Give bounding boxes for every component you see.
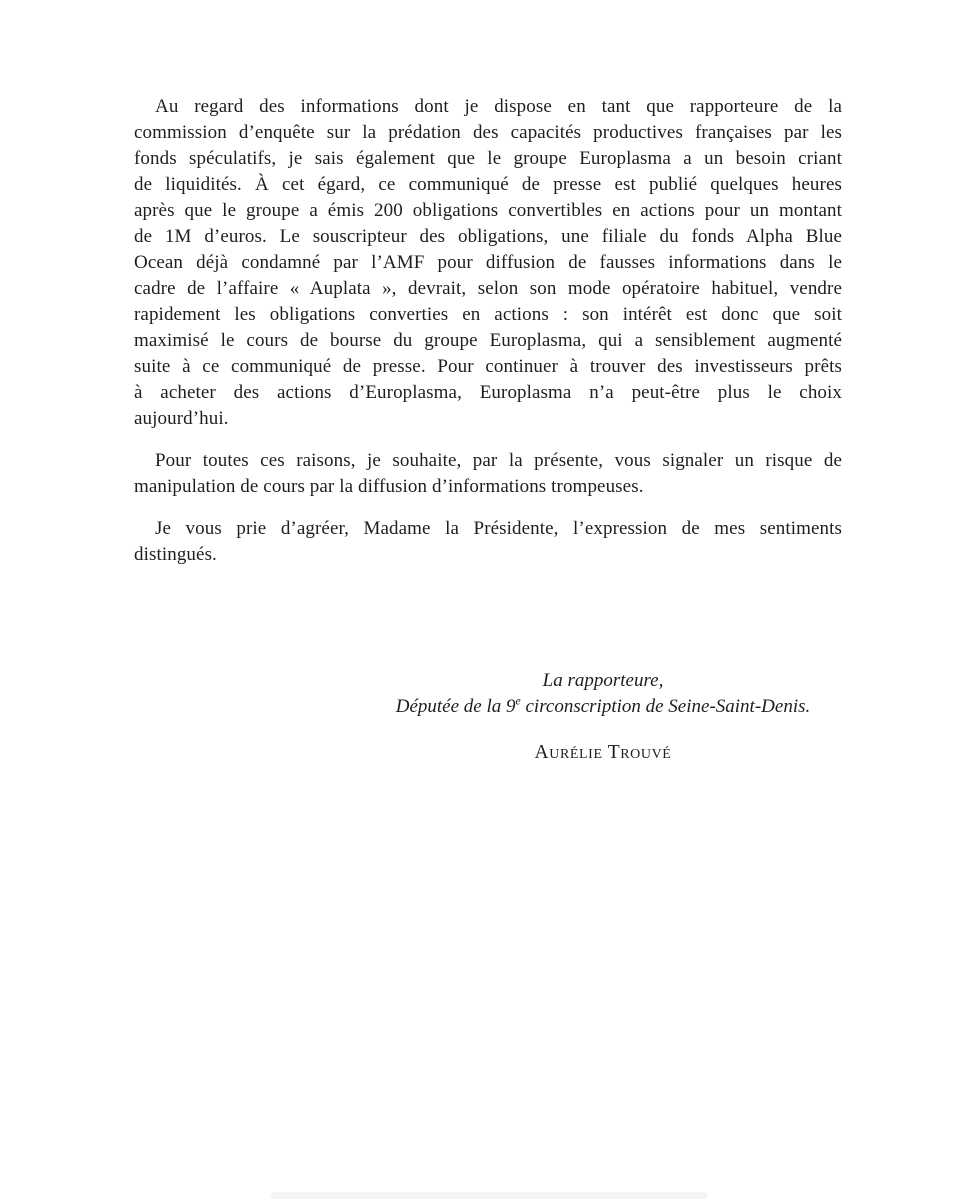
text-line: Je vous prie d’agréer, Madame la Présidente, l’expression de mes sentiments: [155, 518, 842, 539]
text-line: de liquidités. À cet égard, ce communiqué de presse est publié quelques heures: [134, 174, 842, 195]
text-line: aujourd’hui.: [134, 408, 229, 429]
text-line: distingués.: [134, 544, 217, 565]
text-line: après que le groupe a émis 200 obligations convertibles en actions pour un montant: [134, 200, 842, 221]
text-line: manipulation de cours par la diffusion d’informations trompeuses.: [134, 476, 644, 497]
text-line: de 1M d’euros. Le souscripteur des obligations, une filiale du fonds Alpha Blue: [134, 226, 842, 247]
text-line: Ocean déjà condamné par l’AMF pour diffusion de fausses informations dans le: [134, 252, 842, 273]
paragraph-warning: [134, 448, 842, 500]
text-line: Au regard des informations dont je dispose en tant que rapporteure de la: [155, 96, 842, 117]
text-line: rapidement les obligations converties en actions : son intérêt est donc que soit: [134, 304, 842, 325]
letter-body: [134, 94, 842, 568]
text-line: cadre de l’affaire « Auplata », devrait, selon son mode opératoire habituel, vendre: [134, 278, 842, 299]
text-line: fonds spéculatifs, je sais également que le groupe Europlasma a un besoin criant: [134, 148, 842, 169]
paragraph-context: [134, 94, 842, 432]
ordinal-superscript: e: [515, 694, 521, 708]
signature-district: [363, 694, 843, 720]
text-line: à acheter des actions d’Europlasma, Europlasma n’a peut-être plus le choix: [134, 382, 842, 403]
district-text-suffix: circonscription de Seine-Saint-Denis.: [520, 696, 811, 717]
paragraph-closing: [134, 516, 842, 568]
text-line: commission d’enquête sur la prédation des capacités productives françaises par les: [134, 122, 842, 143]
signature-name: Aurélie Trouvé: [534, 742, 672, 763]
text-line: Pour toutes ces raisons, je souhaite, par la présente, vous signaler un risque de: [155, 450, 842, 471]
signature-block: [363, 668, 843, 766]
district-text-prefix: Députée de la 9: [395, 696, 516, 717]
text-line: suite à ce communiqué de presse. Pour continuer à trouver des investisseurs prêts: [134, 356, 842, 377]
page-bottom-shadow-bar: [270, 1192, 708, 1199]
signature-role: La rapporteure,: [542, 670, 664, 691]
text-line: maximisé le cours de bourse du groupe Europlasma, qui a sensiblement augmenté: [134, 330, 842, 351]
